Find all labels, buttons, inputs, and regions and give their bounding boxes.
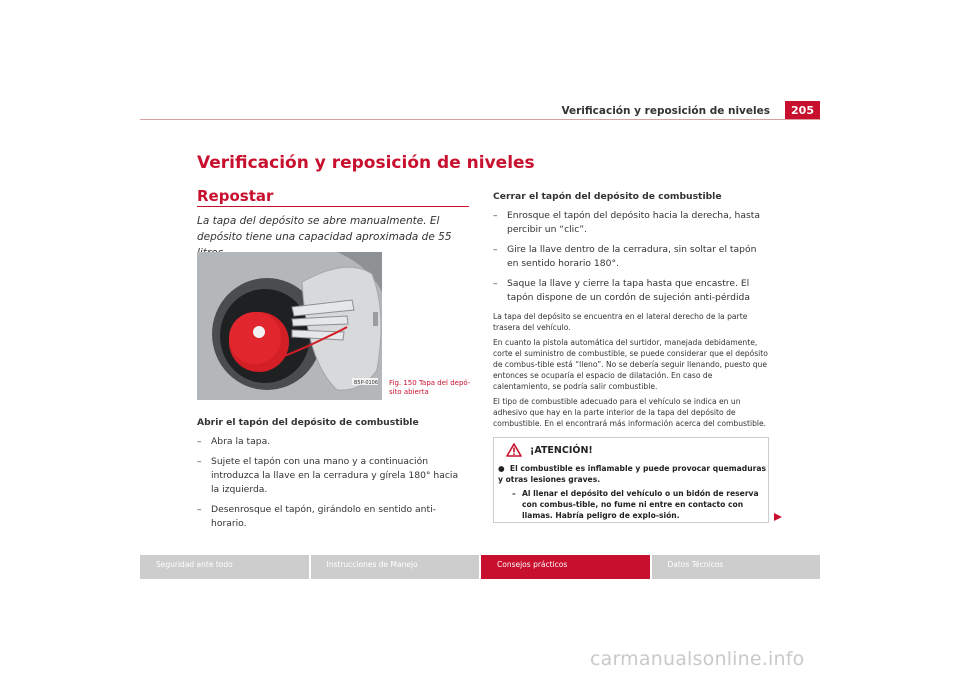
footer-nav xyxy=(140,555,820,579)
warning-sub-item: – Al llenar el depósito del vehículo o un bidón de reserva con combus-tible, no fume ni entre en contacto con llamas. Habría peligro de explo-sión. xyxy=(512,489,759,520)
tab-consejos[interactable]: Consejos prácticos xyxy=(481,555,650,579)
open-procedure-title: Abrir el tapón del depósito de combustible xyxy=(197,417,419,428)
header-title: Verificación y reposición de niveles xyxy=(561,105,770,117)
warning-bullet: ● El combustible es inflamable y puede provocar quemaduras y otras lesiones graves. xyxy=(498,464,767,484)
list-item: – Enrosque el tapón del depósito hacia la derecha, hasta percibir un “clic”. xyxy=(493,210,761,235)
close-procedure-title: Cerrar el tapón del depósito de combustible xyxy=(493,191,722,202)
page-number-badge: 205 xyxy=(785,101,820,120)
list-item: – Desenrosque el tapón, girándolo en sentido anti-horario. xyxy=(197,504,436,529)
tab-instrucciones[interactable]: Instrucciones de Manejo xyxy=(311,555,480,579)
figure-code: B5P-0106 xyxy=(354,380,379,386)
warning-triangle-icon xyxy=(506,443,522,457)
chapter-title: Verificación y reposición de niveles xyxy=(197,153,535,173)
tab-datos-tecnicos[interactable]: Datos Técnicos xyxy=(652,555,821,579)
note-paragraph: En cuanto la pistola automática del surtidor, manejada debidamente, corte el suministro de combustible, se puede considerar que el depósito de combus-tible está “lleno”. No se debería seguir llenando, puesto que entonces se ocuparía el espacio de dilatación. En caso de calentamiento, se podría salir combustible. xyxy=(493,338,768,391)
warning-box xyxy=(493,437,769,523)
warning-title: ¡ATENCIÓN! xyxy=(530,444,593,456)
section-divider xyxy=(197,206,469,207)
header-divider xyxy=(140,119,820,120)
section-intro: La tapa del depósito se abre manualmente. El depósito tiene una capacidad aproximada de 55 xyxy=(197,215,452,243)
list-item: – Gire la llave dentro de la cerradura, sin soltar el tapón en sentido horario 180°. xyxy=(493,244,757,269)
figure-caption: Fig. 150 Tapa del depó-sito abierta xyxy=(389,379,471,396)
list-item: – Saque la llave y cierre la tapa hasta que encastre. El tapón dispone de un cordón de sujeción anti-pérdida xyxy=(493,278,750,303)
fuel-cap-figure xyxy=(197,252,382,400)
note-paragraph: La tapa del depósito se encuentra en el lateral derecho de la parte trasera del vehículo. xyxy=(493,312,748,332)
section-title: Repostar xyxy=(197,187,274,205)
next-page-arrow-icon[interactable] xyxy=(773,512,783,522)
open-procedure xyxy=(197,416,469,537)
close-procedure xyxy=(493,190,769,433)
list-item: – Abra la tapa. xyxy=(197,436,271,447)
watermark: carmanualsonline.info xyxy=(590,648,805,670)
tab-seguridad[interactable]: Seguridad ante todo xyxy=(140,555,309,579)
note-paragraph: El tipo de combustible adecuado para el vehículo se indica en un adhesivo que hay en la parte interior de la tapa del depósito de combustible. En el encontrará más información acerca del combustible. xyxy=(493,397,767,428)
list-item: – Sujete el tapón con una mano y a continuación introduzca la llave en la cerradura y gírela 180° hacia la izquierda. xyxy=(197,456,459,495)
